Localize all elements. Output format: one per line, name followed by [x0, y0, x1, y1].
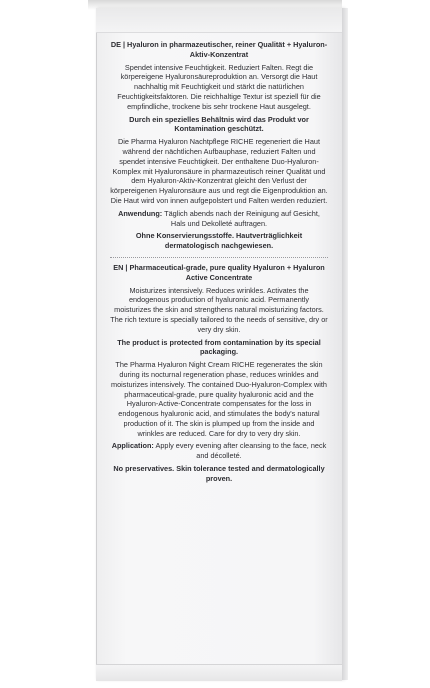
box-top-flap — [96, 8, 342, 33]
en-application — [110, 441, 328, 461]
en-application-label: Application: — [111, 441, 154, 451]
en-description: The Pharma Hyaluron Night Cream RICHE regenerates the skin during its nocturnal regeneration phase, reduces wrinkles and moisturizes intensively. The contained Duo-Hyaluron-Complex with pharmaceutical-grade, pure quality hyaluronic acid and the Hyaluron-Active-Concentrate compensates for the loss in endogenous hyaluronic acid, and stimulates the body's natural production of it. The skin is plumped up from the inside and wrinkles are reduced. Care for dry to very dry skin. — [111, 360, 327, 438]
de-application-text: Täglich abends nach der Reinigung auf Gesicht, Hals und Dekolleté auftragen. — [164, 208, 320, 228]
language-divider — [110, 257, 328, 258]
en-heading: EN | Pharmaceutical-grade, pure quality Hyaluron + Hyaluron Active Concentrate — [113, 262, 325, 282]
en-intro: Moisturizes intensively. Reduces wrinkles. Activates the endogenous production of hyaluronic acid. Permanently moisturizes the skin and strengthens natural moisturizing factors. The rich texture is specially tailored to the needs of sensitive, dry or very dry skin. — [110, 285, 328, 334]
en-protection: The product is protected from contamination by its special packaging. — [117, 337, 321, 357]
en-notes: No preservatives. Skin tolerance tested and dermatologically proven. — [113, 464, 325, 483]
de-intro: Spendet intensive Feuchtigkeit. Reduziert Falten. Regt die körpereigene Hyaluronsäureproduktion an. Versorgt die Haut nachhaltig mit Feuchtigkeit und stärkt die natürlichen Feuchtigkeitsfaktoren. Die reichhaltige Textur ist speziell für die empfindliche, trockene bis sehr trockene Haut ausgelegt. — [117, 62, 321, 111]
box-bottom-flap — [96, 664, 342, 681]
de-notes: Ohne Konservierungsstoffe. Hautverträglichkeit dermatologisch nachgewiesen. — [135, 231, 303, 251]
de-application — [110, 209, 328, 229]
en-application-text: Apply every evening after cleansing to the face, neck and décolleté. — [155, 441, 327, 461]
de-description: Die Pharma Hyaluron Nachtpflege RICHE regeneriert die Haut während der nächtlichen Aufbauphase, reduziert Falten und spendet intensive Feuchtigkeit. Der enthaltene Duo-Hyaluron-Komplex mit Hyaluronsäure in pharmazeutisch reiner Qualität und dem Hyaluron-Aktiv-Konzentrat gleicht den Verlust der körpereigenen Hyaluronsäure aus und regt die Eigenproduktion an. Die Haut wird von innen aufgepolstert und Falten werden reduziert. — [110, 137, 328, 205]
box-side-edge — [342, 8, 348, 680]
de-application-label: Anwendung: — [118, 208, 163, 218]
label-text — [110, 40, 328, 484]
de-heading: DE | Hyaluron in pharmazeutischer, reiner Qualität + Hyaluron-Aktiv-Konzentrat — [110, 40, 328, 59]
de-protection: Durch ein spezielles Behältnis wird das Produkt vor Kontamination geschützt. — [129, 114, 309, 134]
